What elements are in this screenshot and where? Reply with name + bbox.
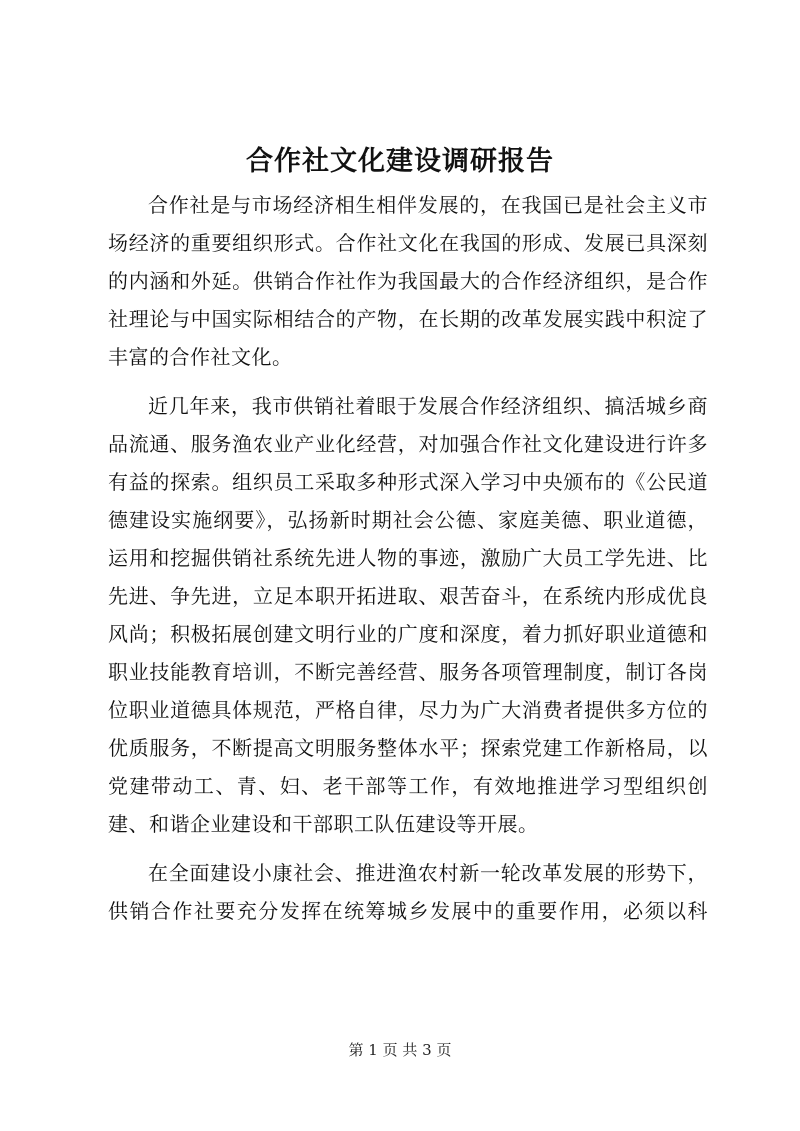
paragraph-3: 在全面建设小康社会、推进渔农村新一轮改革发展的形势下，供销合作社要充分发挥在统筹城乡发展中的重要作用，必须以科 [108, 861, 708, 923]
document-title: 合作社文化建设调研报告 [246, 146, 554, 177]
paragraph-2: 近几年来，我市供销社着眼于发展合作经济组织、搞活城乡商品流通、服务渔农业产业化经营，对加强合作社文化建设进行许多有益的探索。组织员工采取多种形式深入学习中央颁布的《公民道德建设实施纲要》，弘扬新时期社会公德、家庭美德、职业道德，运用和挖掘供销社系统先进人物的事迹，激励广大员工学先进、比先进、争先进，立足本职开拓进取、艰苦奋斗，在系统内形成优良风尚；积极拓展创建文明行业的广度和深度，着力抓好职业道德和职业技能教育培训，不断完善经营、服务各项管理制度，制订各岗位职业道德具体规范，严格自律，尽力为广大消费者提供多方位的优质服务，不断提高文明服务整体水平；探索党建工作新格局，以党建带动工、青、妇、老干部等工作，有效地推进学习型组织创建、和谐企业建设和干部职工队伍建设等开展。 [108, 394, 708, 836]
page-number-footer: 第 1 页 共 3 页 [348, 1041, 452, 1059]
paragraph-1: 合作社是与市场经济相生相伴发展的，在我国已是社会主义市场经济的重要组织形式。合作社文化在我国的形成、发展已具深刻的内涵和外延。供销合作社作为我国最大的合作经济组织，是合作社理论与中国实际相结合的产物，在长期的改革发展实践中积淀了丰富的合作社文化。 [108, 193, 708, 369]
document-body [108, 186, 708, 941]
